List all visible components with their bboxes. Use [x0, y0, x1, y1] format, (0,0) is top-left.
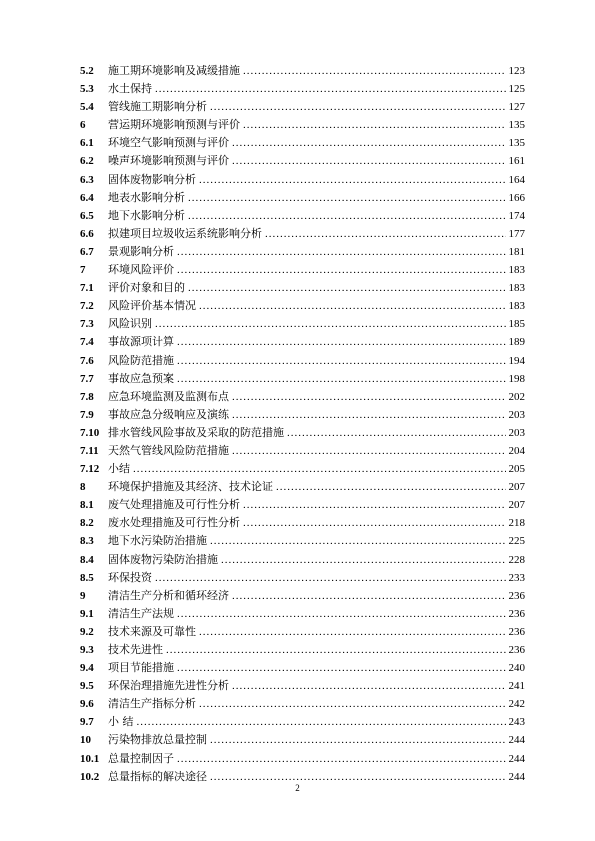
toc-entry-title: 拟建项目垃圾收运系统影响分析 — [108, 226, 262, 240]
toc-entry-title: 环境保护措施及其经济、技术论证 — [108, 480, 273, 494]
toc-entry-page: 236 — [508, 644, 525, 656]
toc-entry-page: 123 — [508, 65, 525, 77]
toc-entry-title: 项目节能措施 — [108, 661, 174, 675]
toc-entry[interactable] — [80, 80, 525, 98]
toc-entry-number: 10.2 — [80, 770, 100, 783]
toc-entry-number: 8.4 — [80, 553, 94, 566]
toc-entry[interactable] — [80, 587, 525, 605]
toc-entry-number: 7.3 — [80, 318, 94, 331]
toc-entry-number: 7.8 — [80, 390, 94, 403]
toc-entry-number: 8 — [80, 481, 86, 494]
toc-entry[interactable] — [80, 496, 525, 514]
toc-entry-title: 地表水影响分析 — [108, 190, 185, 204]
toc-entry-number: 6 — [80, 119, 86, 132]
toc-entry-title: 污染物排放总量控制 — [108, 733, 207, 747]
toc-entry[interactable] — [80, 605, 525, 623]
toc-entry[interactable] — [80, 659, 525, 677]
toc-leader-dots — [137, 713, 506, 731]
toc-leader-dots — [287, 424, 506, 442]
toc-entry-number: 8.5 — [80, 571, 94, 584]
toc-entry-page: 202 — [508, 390, 525, 403]
toc-entry-number: 9.5 — [80, 680, 94, 693]
toc-entry-page: 203 — [508, 426, 525, 439]
toc-entry-title: 风险评价基本情况 — [108, 299, 196, 313]
toc-entry-number: 6.7 — [80, 245, 94, 258]
toc-leader-dots — [177, 333, 506, 351]
toc-entry-number: 7.10 — [80, 426, 100, 439]
toc-leader-dots — [155, 569, 506, 587]
toc-leader-dots — [199, 623, 506, 641]
toc-leader-dots — [232, 442, 506, 460]
toc-entry[interactable] — [80, 333, 525, 351]
toc-entry-number: 9.7 — [80, 716, 94, 729]
toc-leader-dots — [232, 152, 506, 170]
toc-leader-dots — [177, 750, 506, 768]
toc-entry-number: 9.6 — [80, 698, 94, 711]
toc-leader-dots — [188, 279, 506, 297]
toc-entry-title: 地下水影响分析 — [108, 208, 185, 222]
toc-entry-page: 225 — [508, 535, 525, 548]
toc-entry-number: 7.1 — [80, 282, 94, 295]
toc-entry-number: 6.5 — [80, 209, 94, 222]
toc-entry-title: 废水处理措施及可行性分析 — [108, 516, 240, 530]
toc-entry-title: 小 结 — [108, 715, 134, 729]
toc-leader-dots — [265, 225, 506, 243]
toc-entry[interactable] — [80, 623, 525, 641]
toc-leader-dots — [177, 370, 506, 388]
toc-entry-title: 固体废物影响分析 — [108, 172, 196, 186]
toc-entry-page: 244 — [508, 770, 525, 783]
toc-entry-title: 天然气管线风险防范措施 — [108, 443, 229, 457]
toc-entry-title: 环境风险评价 — [108, 263, 174, 277]
toc-entry-title: 技术先进性 — [108, 643, 163, 656]
toc-entry-number: 9.2 — [80, 625, 94, 638]
toc-leader-dots — [276, 478, 506, 496]
toc-entry[interactable] — [80, 677, 525, 695]
toc-entry[interactable] — [80, 695, 525, 713]
toc-entry[interactable] — [80, 189, 525, 207]
toc-entry-title: 环保治理措施先进性分析 — [108, 679, 229, 693]
toc-entry-title: 地下水污染防治措施 — [108, 534, 207, 548]
toc-entry-number: 10 — [80, 734, 91, 747]
toc-entry-number: 5.4 — [80, 101, 94, 114]
toc-entry[interactable] — [80, 442, 525, 460]
toc-entry[interactable] — [80, 279, 525, 297]
toc-entry[interactable] — [80, 731, 525, 749]
toc-leader-dots — [177, 352, 506, 370]
toc-leader-dots — [177, 605, 506, 623]
toc-entry-number: 7.6 — [80, 354, 94, 367]
toc-entry-page: 125 — [508, 83, 525, 96]
toc-leader-dots — [232, 388, 506, 406]
toc-leader-dots — [232, 134, 506, 152]
toc-entry-page: 243 — [508, 716, 525, 729]
toc-entry-page: 198 — [508, 372, 525, 385]
toc-entry-title: 噪声环境影响预测与评价 — [108, 154, 229, 168]
toc-entry-title: 应急环境监测及监测布点 — [108, 389, 229, 403]
toc-entry-title: 风险识别 — [108, 317, 152, 331]
toc-leader-dots — [155, 80, 506, 98]
toc-entry-title: 管线施工期影响分析 — [108, 100, 207, 114]
toc-entry-page: 236 — [508, 607, 525, 620]
toc-entry-page: 166 — [508, 191, 525, 204]
toc-entry-number: 8.3 — [80, 535, 94, 548]
toc-entry[interactable] — [80, 225, 525, 243]
toc-entry[interactable] — [80, 406, 525, 424]
toc-entry[interactable] — [80, 297, 525, 315]
toc-entry-number: 8.1 — [80, 499, 94, 512]
toc-entry-page: 183 — [508, 264, 525, 277]
toc-entry-number: 7.2 — [80, 300, 94, 313]
toc-entry-title: 清洁生产分析和循环经济 — [108, 588, 229, 602]
toc-entry-page: 194 — [508, 354, 525, 367]
toc-entry[interactable] — [80, 62, 525, 80]
toc-entry-title: 事故应急分级响应及演练 — [108, 407, 229, 421]
toc-entry-page: 244 — [508, 752, 525, 765]
toc-leader-dots — [177, 659, 506, 677]
toc-entry[interactable] — [80, 207, 525, 225]
toc-entry-number: 9 — [80, 589, 86, 602]
toc-entry-title: 事故源项计算 — [108, 335, 174, 349]
toc-entry-title: 清洁生产指标分析 — [108, 697, 196, 711]
toc-entry-page: 161 — [508, 155, 525, 168]
toc-entry[interactable] — [80, 98, 525, 116]
toc-entry[interactable] — [80, 352, 525, 370]
toc-entry[interactable] — [80, 152, 525, 170]
toc-leader-dots — [243, 514, 506, 532]
toc-entry-page: 240 — [508, 662, 525, 675]
toc-entry-page: 185 — [508, 318, 525, 331]
toc-entry-number: 6.4 — [80, 191, 94, 204]
toc-entry-number: 9.1 — [80, 607, 94, 620]
toc-entry-page: 204 — [508, 444, 525, 457]
toc-entry-page: 164 — [508, 173, 525, 186]
toc-entry-page: 189 — [508, 336, 525, 349]
toc-entry-page: 241 — [508, 680, 525, 693]
toc-entry-page: 135 — [508, 119, 525, 132]
toc-entry[interactable] — [80, 641, 525, 659]
toc-entry[interactable] — [80, 750, 525, 768]
toc-leader-dots — [243, 62, 506, 80]
toc-entry[interactable] — [80, 569, 525, 587]
toc-entry-number: 7.11 — [80, 444, 99, 457]
toc-entry[interactable] — [80, 116, 525, 134]
toc-entry-page: 183 — [508, 282, 525, 295]
toc-leader-dots — [133, 460, 506, 478]
toc-leader-dots — [221, 551, 506, 569]
toc-entry-page: 177 — [508, 227, 525, 240]
toc-leader-dots — [232, 406, 506, 424]
toc-entry[interactable] — [80, 388, 525, 406]
toc-entry-number: 7.9 — [80, 408, 94, 421]
toc-leader-dots — [210, 532, 506, 550]
toc-entry[interactable] — [80, 370, 525, 388]
toc-leader-dots — [210, 98, 506, 116]
toc-entry-page: 236 — [508, 589, 525, 602]
toc-entry-title: 营运期环境影响预测与评价 — [108, 118, 240, 132]
toc-entry-number: 6.6 — [80, 227, 94, 240]
toc-entry-title: 景观影响分析 — [108, 244, 174, 258]
toc-entry-page: 205 — [508, 463, 525, 476]
toc-entry-page: 207 — [508, 481, 525, 494]
toc-entry[interactable] — [80, 243, 525, 261]
toc-entry-title: 风险防范措施 — [108, 353, 174, 367]
toc-entry-title: 清洁生产法规 — [108, 606, 174, 620]
toc-leader-dots — [210, 731, 506, 749]
toc-entry-title: 废气处理措施及可行性分析 — [108, 498, 240, 512]
toc-leader-dots — [243, 496, 506, 514]
toc-entry-page: 228 — [508, 553, 525, 566]
toc-entry-title: 技术来源及可靠性 — [108, 624, 196, 638]
toc-entry-title: 总量指标的解决途径 — [108, 769, 207, 783]
toc-entry[interactable] — [80, 424, 525, 442]
toc-entry-title: 事故应急预案 — [108, 371, 174, 385]
toc-leader-dots — [199, 695, 506, 713]
page-number: 2 — [295, 783, 300, 793]
toc-entry-number: 9.3 — [80, 644, 94, 656]
toc-entry-page: 242 — [508, 698, 525, 711]
toc-entry-number: 6.2 — [80, 155, 94, 168]
toc-entry[interactable] — [80, 460, 525, 478]
toc-entry[interactable] — [80, 532, 525, 550]
toc-entry-number: 5.2 — [80, 65, 94, 77]
toc-leader-dots — [166, 641, 506, 659]
toc-entry[interactable] — [80, 713, 525, 731]
toc-entry-page: 135 — [508, 137, 525, 150]
toc-leader-dots — [177, 243, 506, 261]
toc-entry-title: 施工期环境影响及减缓措施 — [108, 64, 240, 77]
toc-entry[interactable] — [80, 261, 525, 279]
toc-leader-dots — [232, 677, 506, 695]
toc-leader-dots — [188, 189, 506, 207]
toc-entry[interactable] — [80, 478, 525, 496]
toc-entry-page: 236 — [508, 625, 525, 638]
toc-entry-title: 小结 — [108, 462, 130, 476]
toc-entry-title: 环境空气影响预测与评价 — [108, 136, 229, 150]
toc-leader-dots — [199, 171, 506, 189]
toc-entry[interactable] — [80, 171, 525, 189]
toc-leader-dots — [199, 297, 506, 315]
toc-entry-title: 水土保持 — [108, 82, 152, 96]
toc-entry-page: 183 — [508, 300, 525, 313]
toc-entry-number: 5.3 — [80, 83, 94, 96]
toc-entry[interactable] — [80, 514, 525, 532]
toc-entry-number: 7 — [80, 264, 86, 277]
toc-entry-number: 9.4 — [80, 662, 94, 675]
toc-entry-title: 总量控制因子 — [108, 751, 174, 765]
table-of-contents — [80, 62, 525, 786]
toc-entry-page: 181 — [508, 245, 525, 258]
toc-leader-dots — [188, 207, 506, 225]
toc-leader-dots — [155, 315, 506, 333]
toc-entry-page: 203 — [508, 408, 525, 421]
toc-entry-page: 233 — [508, 571, 525, 584]
toc-entry[interactable] — [80, 551, 525, 569]
toc-entry-number: 7.7 — [80, 372, 94, 385]
toc-entry-title: 排水管线风险事故及采取的防范措施 — [108, 425, 284, 439]
toc-entry-page: 207 — [508, 499, 525, 512]
toc-entry[interactable] — [80, 315, 525, 333]
toc-entry-number: 8.2 — [80, 517, 94, 530]
toc-leader-dots — [177, 261, 506, 279]
toc-leader-dots — [232, 587, 506, 605]
toc-entry-number: 6.3 — [80, 173, 94, 186]
toc-entry-number: 10.1 — [80, 752, 100, 765]
toc-entry[interactable] — [80, 134, 525, 152]
toc-entry-page: 127 — [508, 101, 525, 114]
toc-leader-dots — [243, 116, 506, 134]
toc-entry-page: 174 — [508, 209, 525, 222]
toc-entry-title: 评价对象和目的 — [108, 281, 185, 295]
toc-entry-title: 环保投资 — [108, 570, 152, 584]
toc-entry-title: 固体废物污染防治措施 — [108, 552, 218, 566]
toc-entry-page: 244 — [508, 734, 525, 747]
toc-entry-number: 7.12 — [80, 463, 100, 476]
toc-entry-number: 7.4 — [80, 336, 94, 349]
toc-entry-page: 218 — [508, 517, 525, 530]
toc-entry-number: 6.1 — [80, 137, 94, 150]
